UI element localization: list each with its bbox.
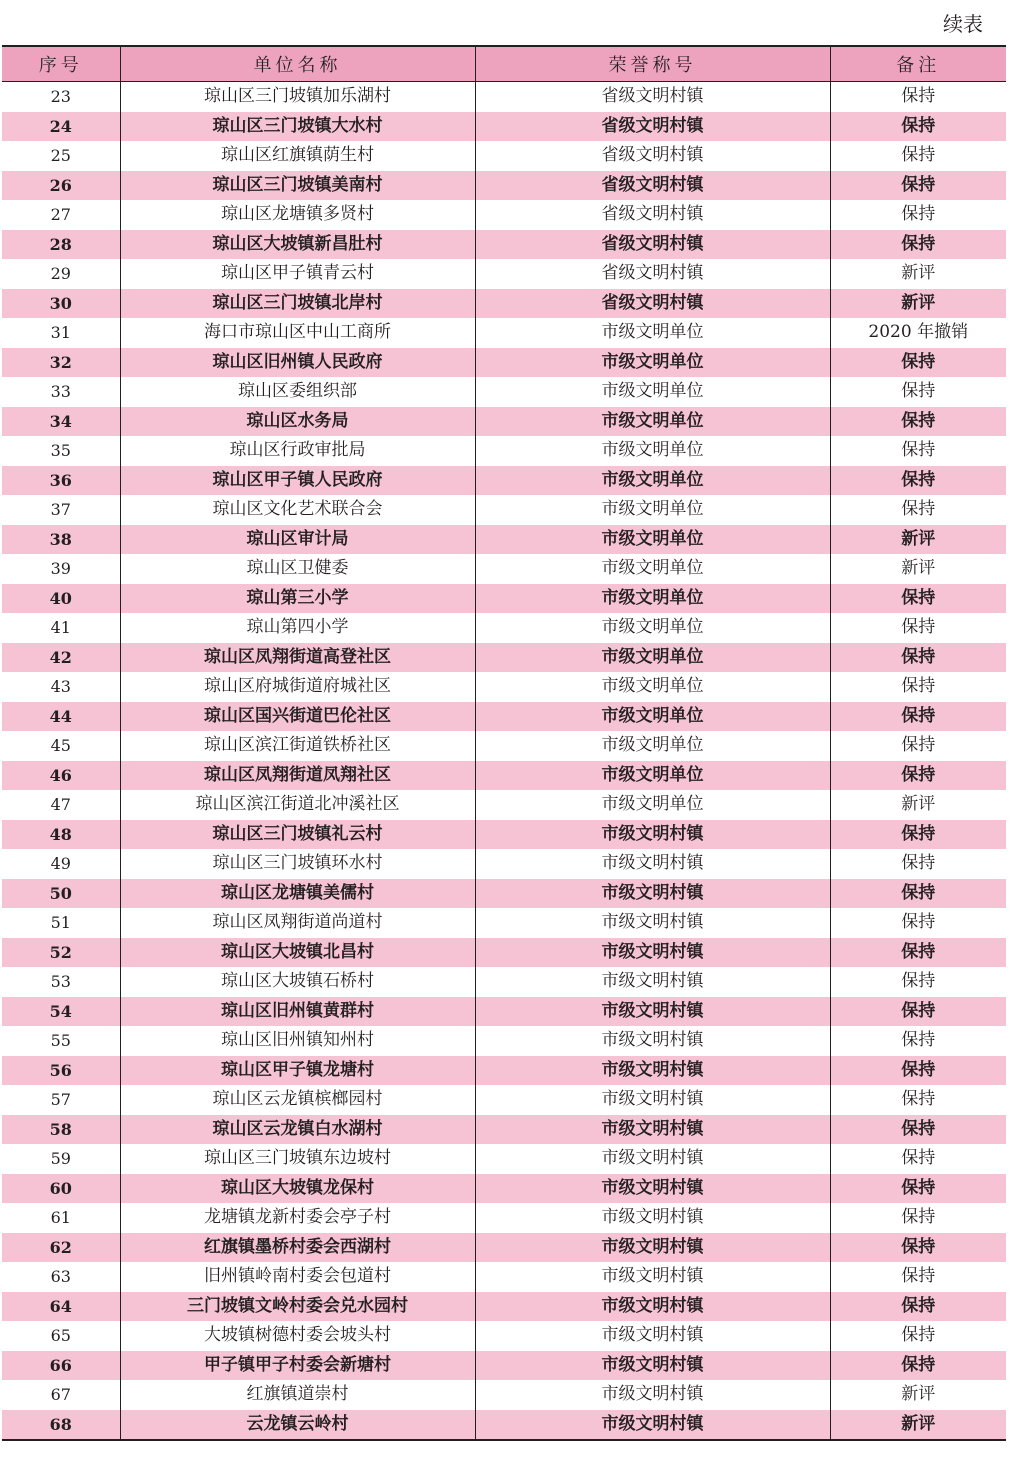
cell-remarks: 新评 xyxy=(830,259,1006,289)
cell-index: 48 xyxy=(2,820,120,850)
cell-unit-name: 琼山区国兴街道巴伦社区 xyxy=(120,702,475,732)
table-row xyxy=(2,1174,1006,1204)
cell-index: 47 xyxy=(2,790,120,820)
cell-honor-title: 市级文明村镇 xyxy=(475,1056,830,1086)
cell-unit-name: 琼山区行政审批局 xyxy=(120,436,475,466)
cell-unit-name: 琼山区三门坡镇加乐湖村 xyxy=(120,82,475,112)
table-row xyxy=(2,1085,1006,1115)
table-row xyxy=(2,672,1006,702)
cell-unit-name: 琼山区龙塘镇多贤村 xyxy=(120,200,475,230)
table-row xyxy=(2,82,1006,112)
cell-index: 32 xyxy=(2,348,120,378)
cell-honor-title: 市级文明单位 xyxy=(475,761,830,791)
cell-remarks: 保持 xyxy=(830,407,1006,437)
table-row xyxy=(2,967,1006,997)
cell-honor-title: 省级文明村镇 xyxy=(475,259,830,289)
cell-unit-name: 琼山区滨江街道铁桥社区 xyxy=(120,731,475,761)
table-row xyxy=(2,908,1006,938)
table-row xyxy=(2,997,1006,1027)
cell-honor-title: 市级文明村镇 xyxy=(475,1292,830,1322)
table-row xyxy=(2,259,1006,289)
cell-remarks: 保持 xyxy=(830,761,1006,791)
cell-remarks: 保持 xyxy=(830,1056,1006,1086)
cell-unit-name: 琼山区凤翔街道高登社区 xyxy=(120,643,475,673)
cell-index: 24 xyxy=(2,112,120,142)
cell-honor-title: 市级文明单位 xyxy=(475,436,830,466)
cell-index: 65 xyxy=(2,1321,120,1351)
table-row xyxy=(2,1115,1006,1145)
cell-unit-name: 琼山区云龙镇槟榔园村 xyxy=(120,1085,475,1115)
cell-unit-name: 琼山区大坡镇新昌肚村 xyxy=(120,230,475,260)
cell-index: 49 xyxy=(2,849,120,879)
table-row xyxy=(2,1380,1006,1410)
cell-unit-name: 琼山区三门坡镇美南村 xyxy=(120,171,475,201)
cell-remarks: 保持 xyxy=(830,1351,1006,1381)
cell-remarks: 保持 xyxy=(830,1085,1006,1115)
cell-unit-name: 琼山区旧州镇黄群村 xyxy=(120,997,475,1027)
cell-honor-title: 市级文明单位 xyxy=(475,407,830,437)
cell-index: 50 xyxy=(2,879,120,909)
cell-honor-title: 市级文明村镇 xyxy=(475,908,830,938)
table-row xyxy=(2,141,1006,171)
cell-remarks: 保持 xyxy=(830,908,1006,938)
cell-honor-title: 市级文明单位 xyxy=(475,643,830,673)
cell-honor-title: 市级文明村镇 xyxy=(475,1085,830,1115)
cell-index: 68 xyxy=(2,1410,120,1441)
cell-unit-name: 琼山区甲子镇龙塘村 xyxy=(120,1056,475,1086)
cell-index: 57 xyxy=(2,1085,120,1115)
cell-honor-title: 市级文明村镇 xyxy=(475,820,830,850)
cell-remarks: 新评 xyxy=(830,790,1006,820)
table-row xyxy=(2,1144,1006,1174)
cell-honor-title: 市级文明单位 xyxy=(475,495,830,525)
cell-index: 63 xyxy=(2,1262,120,1292)
cell-index: 54 xyxy=(2,997,120,1027)
cell-honor-title: 市级文明单位 xyxy=(475,554,830,584)
cell-unit-name: 琼山第三小学 xyxy=(120,584,475,614)
table-row xyxy=(2,377,1006,407)
header-index: 序号 xyxy=(2,46,120,82)
cell-index: 61 xyxy=(2,1203,120,1233)
cell-remarks: 保持 xyxy=(830,613,1006,643)
cell-unit-name: 琼山区委组织部 xyxy=(120,377,475,407)
cell-unit-name: 琼山区旧州镇人民政府 xyxy=(120,348,475,378)
cell-remarks: 保持 xyxy=(830,672,1006,702)
cell-unit-name: 旧州镇岭南村委会包道村 xyxy=(120,1262,475,1292)
cell-index: 60 xyxy=(2,1174,120,1204)
cell-remarks: 保持 xyxy=(830,997,1006,1027)
table-row xyxy=(2,1233,1006,1263)
cell-unit-name: 三门坡镇文岭村委会兑水园村 xyxy=(120,1292,475,1322)
cell-unit-name: 红旗镇道崇村 xyxy=(120,1380,475,1410)
table-row xyxy=(2,1262,1006,1292)
cell-remarks: 保持 xyxy=(830,82,1006,112)
cell-unit-name: 琼山区滨江街道北冲溪社区 xyxy=(120,790,475,820)
table-row xyxy=(2,466,1006,496)
table-row xyxy=(2,702,1006,732)
cell-honor-title: 市级文明村镇 xyxy=(475,849,830,879)
cell-remarks: 保持 xyxy=(830,702,1006,732)
cell-honor-title: 省级文明村镇 xyxy=(475,141,830,171)
cell-index: 35 xyxy=(2,436,120,466)
cell-honor-title: 市级文明村镇 xyxy=(475,1203,830,1233)
table-row xyxy=(2,938,1006,968)
cell-index: 52 xyxy=(2,938,120,968)
table-row xyxy=(2,584,1006,614)
table-row xyxy=(2,1203,1006,1233)
cell-honor-title: 市级文明单位 xyxy=(475,790,830,820)
cell-honor-title: 市级文明单位 xyxy=(475,348,830,378)
table-row xyxy=(2,1321,1006,1351)
continued-label: 续表 xyxy=(943,12,983,36)
cell-honor-title: 市级文明村镇 xyxy=(475,1233,830,1263)
table-row xyxy=(2,318,1006,348)
cell-honor-title: 省级文明村镇 xyxy=(475,171,830,201)
cell-remarks: 保持 xyxy=(830,1321,1006,1351)
honors-table xyxy=(2,45,1006,1441)
table-row xyxy=(2,1410,1006,1441)
cell-honor-title: 市级文明村镇 xyxy=(475,1115,830,1145)
cell-unit-name: 大坡镇树德村委会坡头村 xyxy=(120,1321,475,1351)
cell-unit-name: 琼山区水务局 xyxy=(120,407,475,437)
cell-remarks: 新评 xyxy=(830,1380,1006,1410)
cell-honor-title: 市级文明村镇 xyxy=(475,879,830,909)
cell-index: 37 xyxy=(2,495,120,525)
cell-unit-name: 琼山区三门坡镇北岸村 xyxy=(120,289,475,319)
cell-index: 42 xyxy=(2,643,120,673)
cell-index: 25 xyxy=(2,141,120,171)
cell-remarks: 保持 xyxy=(830,377,1006,407)
cell-honor-title: 市级文明单位 xyxy=(475,584,830,614)
cell-unit-name: 龙塘镇龙新村委会亭子村 xyxy=(120,1203,475,1233)
cell-remarks: 保持 xyxy=(830,1292,1006,1322)
cell-honor-title: 省级文明村镇 xyxy=(475,82,830,112)
cell-remarks: 保持 xyxy=(830,584,1006,614)
cell-index: 64 xyxy=(2,1292,120,1322)
table-row xyxy=(2,200,1006,230)
cell-index: 30 xyxy=(2,289,120,319)
cell-index: 41 xyxy=(2,613,120,643)
table-row xyxy=(2,849,1006,879)
cell-honor-title: 省级文明村镇 xyxy=(475,230,830,260)
cell-remarks: 保持 xyxy=(830,879,1006,909)
cell-index: 55 xyxy=(2,1026,120,1056)
cell-remarks: 新评 xyxy=(830,1410,1006,1441)
cell-remarks: 保持 xyxy=(830,171,1006,201)
cell-index: 44 xyxy=(2,702,120,732)
cell-remarks: 新评 xyxy=(830,289,1006,319)
table-row xyxy=(2,1026,1006,1056)
cell-honor-title: 市级文明村镇 xyxy=(475,1144,830,1174)
cell-remarks: 保持 xyxy=(830,1174,1006,1204)
table-row xyxy=(2,761,1006,791)
cell-index: 58 xyxy=(2,1115,120,1145)
cell-index: 53 xyxy=(2,967,120,997)
cell-index: 23 xyxy=(2,82,120,112)
cell-remarks: 保持 xyxy=(830,731,1006,761)
cell-unit-name: 琼山区云龙镇白水湖村 xyxy=(120,1115,475,1145)
cell-remarks: 保持 xyxy=(830,1262,1006,1292)
cell-index: 29 xyxy=(2,259,120,289)
cell-unit-name: 琼山区三门坡镇大水村 xyxy=(120,112,475,142)
cell-honor-title: 市级文明单位 xyxy=(475,702,830,732)
table-row xyxy=(2,613,1006,643)
cell-index: 67 xyxy=(2,1380,120,1410)
cell-honor-title: 市级文明单位 xyxy=(475,613,830,643)
cell-unit-name: 琼山区审计局 xyxy=(120,525,475,555)
cell-index: 39 xyxy=(2,554,120,584)
cell-honor-title: 市级文明单位 xyxy=(475,377,830,407)
table-row xyxy=(2,790,1006,820)
cell-index: 46 xyxy=(2,761,120,791)
cell-honor-title: 市级文明村镇 xyxy=(475,1410,830,1441)
cell-remarks: 保持 xyxy=(830,820,1006,850)
cell-remarks: 2020 年撤销 xyxy=(830,318,1006,348)
cell-unit-name: 海口市琼山区中山工商所 xyxy=(120,318,475,348)
cell-unit-name: 琼山区旧州镇知州村 xyxy=(120,1026,475,1056)
header-honor-title: 荣誉称号 xyxy=(475,46,830,82)
cell-unit-name: 琼山区文化艺术联合会 xyxy=(120,495,475,525)
cell-index: 43 xyxy=(2,672,120,702)
cell-remarks: 保持 xyxy=(830,1203,1006,1233)
cell-unit-name: 琼山区大坡镇石桥村 xyxy=(120,967,475,997)
cell-index: 33 xyxy=(2,377,120,407)
table-row xyxy=(2,820,1006,850)
cell-index: 26 xyxy=(2,171,120,201)
cell-honor-title: 市级文明村镇 xyxy=(475,1174,830,1204)
cell-honor-title: 市级文明单位 xyxy=(475,672,830,702)
cell-unit-name: 琼山区甲子镇青云村 xyxy=(120,259,475,289)
cell-honor-title: 省级文明村镇 xyxy=(475,200,830,230)
cell-remarks: 保持 xyxy=(830,967,1006,997)
cell-honor-title: 市级文明单位 xyxy=(475,466,830,496)
table-row xyxy=(2,1292,1006,1322)
cell-index: 56 xyxy=(2,1056,120,1086)
table-header-row xyxy=(2,46,1006,82)
table-row xyxy=(2,1056,1006,1086)
cell-remarks: 保持 xyxy=(830,348,1006,378)
cell-honor-title: 市级文明村镇 xyxy=(475,938,830,968)
cell-honor-title: 市级文明村镇 xyxy=(475,1380,830,1410)
cell-index: 31 xyxy=(2,318,120,348)
cell-unit-name: 琼山区三门坡镇礼云村 xyxy=(120,820,475,850)
header-unit-name: 单位名称 xyxy=(120,46,475,82)
cell-honor-title: 市级文明单位 xyxy=(475,318,830,348)
cell-unit-name: 云龙镇云岭村 xyxy=(120,1410,475,1441)
cell-unit-name: 琼山第四小学 xyxy=(120,613,475,643)
cell-index: 28 xyxy=(2,230,120,260)
cell-index: 27 xyxy=(2,200,120,230)
table-row xyxy=(2,171,1006,201)
cell-index: 38 xyxy=(2,525,120,555)
table-row xyxy=(2,289,1006,319)
cell-unit-name: 琼山区大坡镇北昌村 xyxy=(120,938,475,968)
cell-remarks: 保持 xyxy=(830,112,1006,142)
table-row xyxy=(2,731,1006,761)
cell-unit-name: 甲子镇甲子村委会新塘村 xyxy=(120,1351,475,1381)
table-row xyxy=(2,436,1006,466)
cell-unit-name: 琼山区三门坡镇环水村 xyxy=(120,849,475,879)
cell-index: 62 xyxy=(2,1233,120,1263)
cell-unit-name: 琼山区大坡镇龙保村 xyxy=(120,1174,475,1204)
cell-remarks: 保持 xyxy=(830,643,1006,673)
table-row xyxy=(2,230,1006,260)
table-row xyxy=(2,407,1006,437)
cell-remarks: 保持 xyxy=(830,1144,1006,1174)
cell-index: 40 xyxy=(2,584,120,614)
cell-remarks: 保持 xyxy=(830,1115,1006,1145)
table-row xyxy=(2,112,1006,142)
cell-unit-name: 琼山区府城街道府城社区 xyxy=(120,672,475,702)
cell-remarks: 保持 xyxy=(830,230,1006,260)
cell-honor-title: 省级文明村镇 xyxy=(475,289,830,319)
cell-index: 51 xyxy=(2,908,120,938)
cell-remarks: 保持 xyxy=(830,1026,1006,1056)
cell-honor-title: 市级文明单位 xyxy=(475,731,830,761)
cell-honor-title: 市级文明村镇 xyxy=(475,1262,830,1292)
cell-honor-title: 市级文明村镇 xyxy=(475,1351,830,1381)
cell-remarks: 新评 xyxy=(830,554,1006,584)
cell-unit-name: 琼山区甲子镇人民政府 xyxy=(120,466,475,496)
table-row xyxy=(2,879,1006,909)
header-remarks: 备注 xyxy=(830,46,1006,82)
cell-remarks: 保持 xyxy=(830,495,1006,525)
cell-unit-name: 红旗镇墨桥村委会西湖村 xyxy=(120,1233,475,1263)
cell-index: 66 xyxy=(2,1351,120,1381)
cell-index: 34 xyxy=(2,407,120,437)
cell-remarks: 保持 xyxy=(830,141,1006,171)
cell-index: 59 xyxy=(2,1144,120,1174)
cell-honor-title: 市级文明村镇 xyxy=(475,1026,830,1056)
table-row xyxy=(2,643,1006,673)
cell-unit-name: 琼山区凤翔街道尚道村 xyxy=(120,908,475,938)
cell-honor-title: 市级文明村镇 xyxy=(475,1321,830,1351)
cell-unit-name: 琼山区红旗镇荫生村 xyxy=(120,141,475,171)
cell-honor-title: 市级文明单位 xyxy=(475,525,830,555)
cell-remarks: 保持 xyxy=(830,1233,1006,1263)
table-row xyxy=(2,495,1006,525)
table-row xyxy=(2,348,1006,378)
table-row xyxy=(2,554,1006,584)
cell-unit-name: 琼山区凤翔街道凤翔社区 xyxy=(120,761,475,791)
cell-unit-name: 琼山区三门坡镇东边坡村 xyxy=(120,1144,475,1174)
cell-unit-name: 琼山区卫健委 xyxy=(120,554,475,584)
cell-honor-title: 市级文明村镇 xyxy=(475,997,830,1027)
cell-unit-name: 琼山区龙塘镇美儒村 xyxy=(120,879,475,909)
table-row xyxy=(2,525,1006,555)
cell-honor-title: 市级文明村镇 xyxy=(475,967,830,997)
cell-honor-title: 省级文明村镇 xyxy=(475,112,830,142)
cell-index: 45 xyxy=(2,731,120,761)
cell-remarks: 新评 xyxy=(830,525,1006,555)
table-body xyxy=(2,82,1006,1441)
cell-remarks: 保持 xyxy=(830,849,1006,879)
cell-remarks: 保持 xyxy=(830,436,1006,466)
cell-index: 36 xyxy=(2,466,120,496)
cell-remarks: 保持 xyxy=(830,466,1006,496)
cell-remarks: 保持 xyxy=(830,938,1006,968)
table-row xyxy=(2,1351,1006,1381)
cell-remarks: 保持 xyxy=(830,200,1006,230)
